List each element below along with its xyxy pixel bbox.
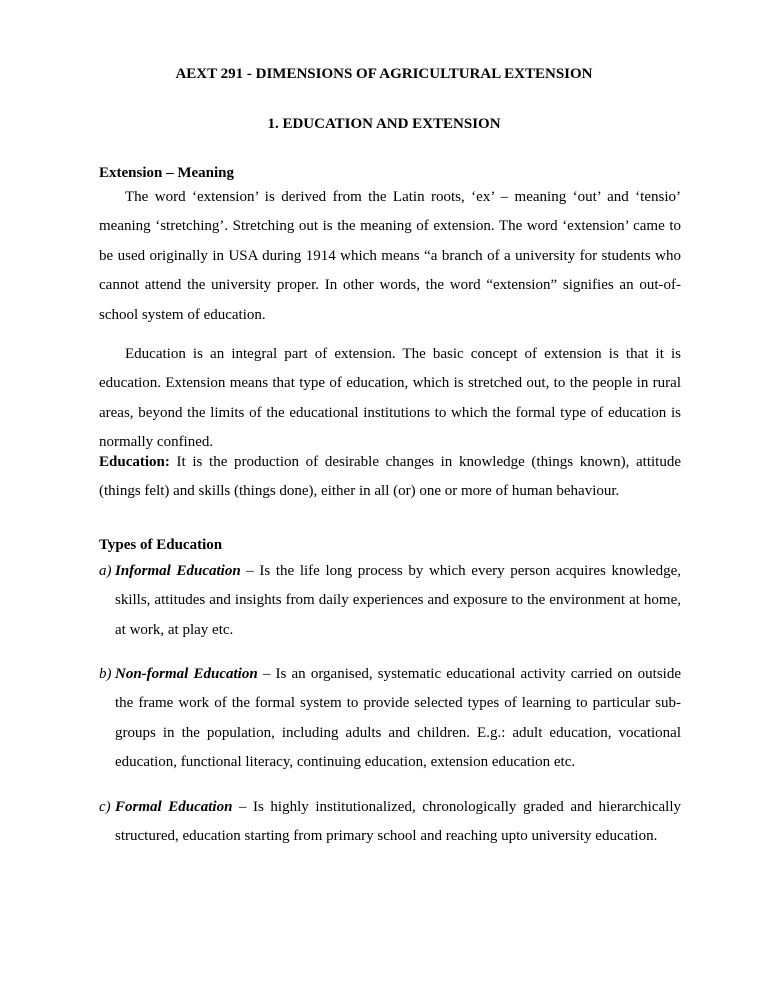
list-item-text: – Is an organised, systematic educational activity carried on outside the frame work of the formal system to provide selected types of learning to particular sub-groups in the population, including adults and children. E.g.: adult education, vocational education, functional literacy, continuing education, extension education etc.: [115, 666, 681, 771]
section-heading-types-of-education: Types of Education: [99, 537, 223, 553]
paragraph-education-definition: [99, 448, 681, 507]
list-item-text: – Is highly institutionalized, chronologically graded and hierarchically structured, education starting from primary school and reaching upto university education.: [115, 799, 682, 845]
list-item-formal-education: [99, 793, 681, 852]
education-term: Education:: [99, 454, 170, 470]
list-item-non-formal-education: [99, 660, 681, 778]
chapter-title: 1. EDUCATION AND EXTENSION: [267, 116, 501, 132]
paragraph-education-extension: Education is an integral part of extension. The basic concept of extension is that it is education. Extension means that type of education, which is stretched out, to the people in rural areas, beyond the limits of the educational institutions to which the formal type of education is normally confined.: [99, 346, 681, 451]
list-item-term: Non-formal Education: [115, 666, 258, 682]
paragraph-extension-origin: The word ‘extension’ is derived from the Latin roots, ‘ex’ – meaning ‘out’ and ‘tensio’ meaning ‘stretching’. Stretching out is the meaning of extension. The word ‘extension’ came to be used originally in USA during 1914 which means “a branch of a university for students who cannot attend the university proper. In other words, the word “extension” signifies an out-of-school system of education.: [99, 189, 681, 323]
section-heading-extension-meaning: Extension – Meaning: [99, 165, 235, 181]
list-item-informal-education: [99, 557, 681, 645]
list-item-term: Informal Education: [115, 563, 241, 579]
list-marker: a): [99, 563, 112, 579]
course-title: AEXT 291 - DIMENSIONS OF AGRICULTURAL EXTENSION: [175, 66, 593, 82]
education-definition-text: It is the production of desirable changes in knowledge (things known), attitude (things felt) and skills (things done), either in all (or) one or more of human behaviour.: [99, 454, 681, 500]
list-item-term: Formal Education: [115, 799, 233, 815]
list-marker: c): [99, 799, 111, 815]
list-marker: b): [99, 666, 112, 682]
list-item-text: – Is the life long process by which every person acquires knowledge, skills, attitudes and insights from daily experiences and exposure to the environment at home, at work, at play etc.: [115, 563, 682, 638]
